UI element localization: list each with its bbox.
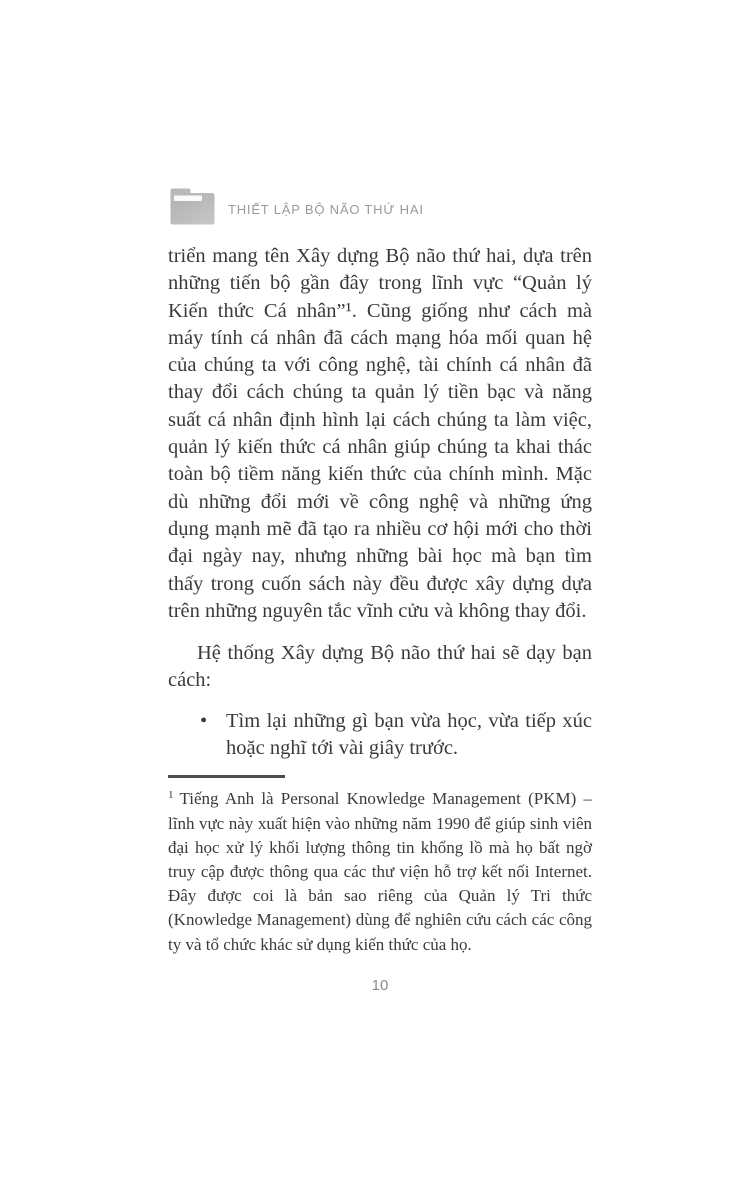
paragraph-lead-in: Hệ thống Xây dựng Bộ não thứ hai sẽ dạy bạn cách: [168,642,592,692]
paragraph-continued: triển mang tên Xây dựng Bộ não thứ hai, dựa trên những tiến bộ gần đây trong lĩnh vực “Quản lý Kiến thức Cá nhân”¹. Cũng giống như cách mà máy tính cá nhân đã cách mạng hóa mối quan hệ của chúng ta với công nghệ, tài chính cá nhân đã thay đổi cách chúng ta quản lý tiền bạc và năng suất cá nhân định hình lại cách chúng ta làm việc, quản lý kiến thức cá nhân giúp chúng ta khai thác toàn bộ tiềm năng kiến thức của chính mình. Mặc dù những đổi mới về công nghệ và những ứng dụng mạnh mẽ đã tạo ra nhiều cơ hội mới cho thời đại ngày nay, nhưng những bài học mà bạn tìm thấy trong cuốn sách này đều được xây dựng dựa trên những nguyên tắc vĩnh cửu và không thay đổi. [168,245,592,622]
footnote [168,787,592,956]
footnote-text: Tiếng Anh là Personal Knowledge Management (PKM) – lĩnh vực này xuất hiện vào những năm 1990 để giúp sinh viên đại học xử lý khối lượng thông tin khổng lồ mà họ bất ngờ truy cập được thông qua các thư viện hỗ trợ kết nối Internet. Đây được coi là bản sao riêng của Quản lý Tri thức (Knowledge Management) dùng để nghiên cứu cách các công ty và tổ chức khác sử dụng kiến thức của họ. [168,789,592,954]
footnote-divider [168,775,285,778]
chapter-header [170,188,424,225]
body-text [168,243,592,957]
footnote-marker: 1 [168,788,174,801]
bullet-list [168,708,592,763]
page-number: 10 [371,977,389,994]
chapter-title: THIẾT LẬP BỘ NÃO THỨ HAI [228,202,424,217]
list-item: • Tìm lại những gì bạn vừa học, vừa tiếp xúc hoặc nghĩ tới vài giây trước. [226,708,592,763]
folder-icon [170,188,215,225]
